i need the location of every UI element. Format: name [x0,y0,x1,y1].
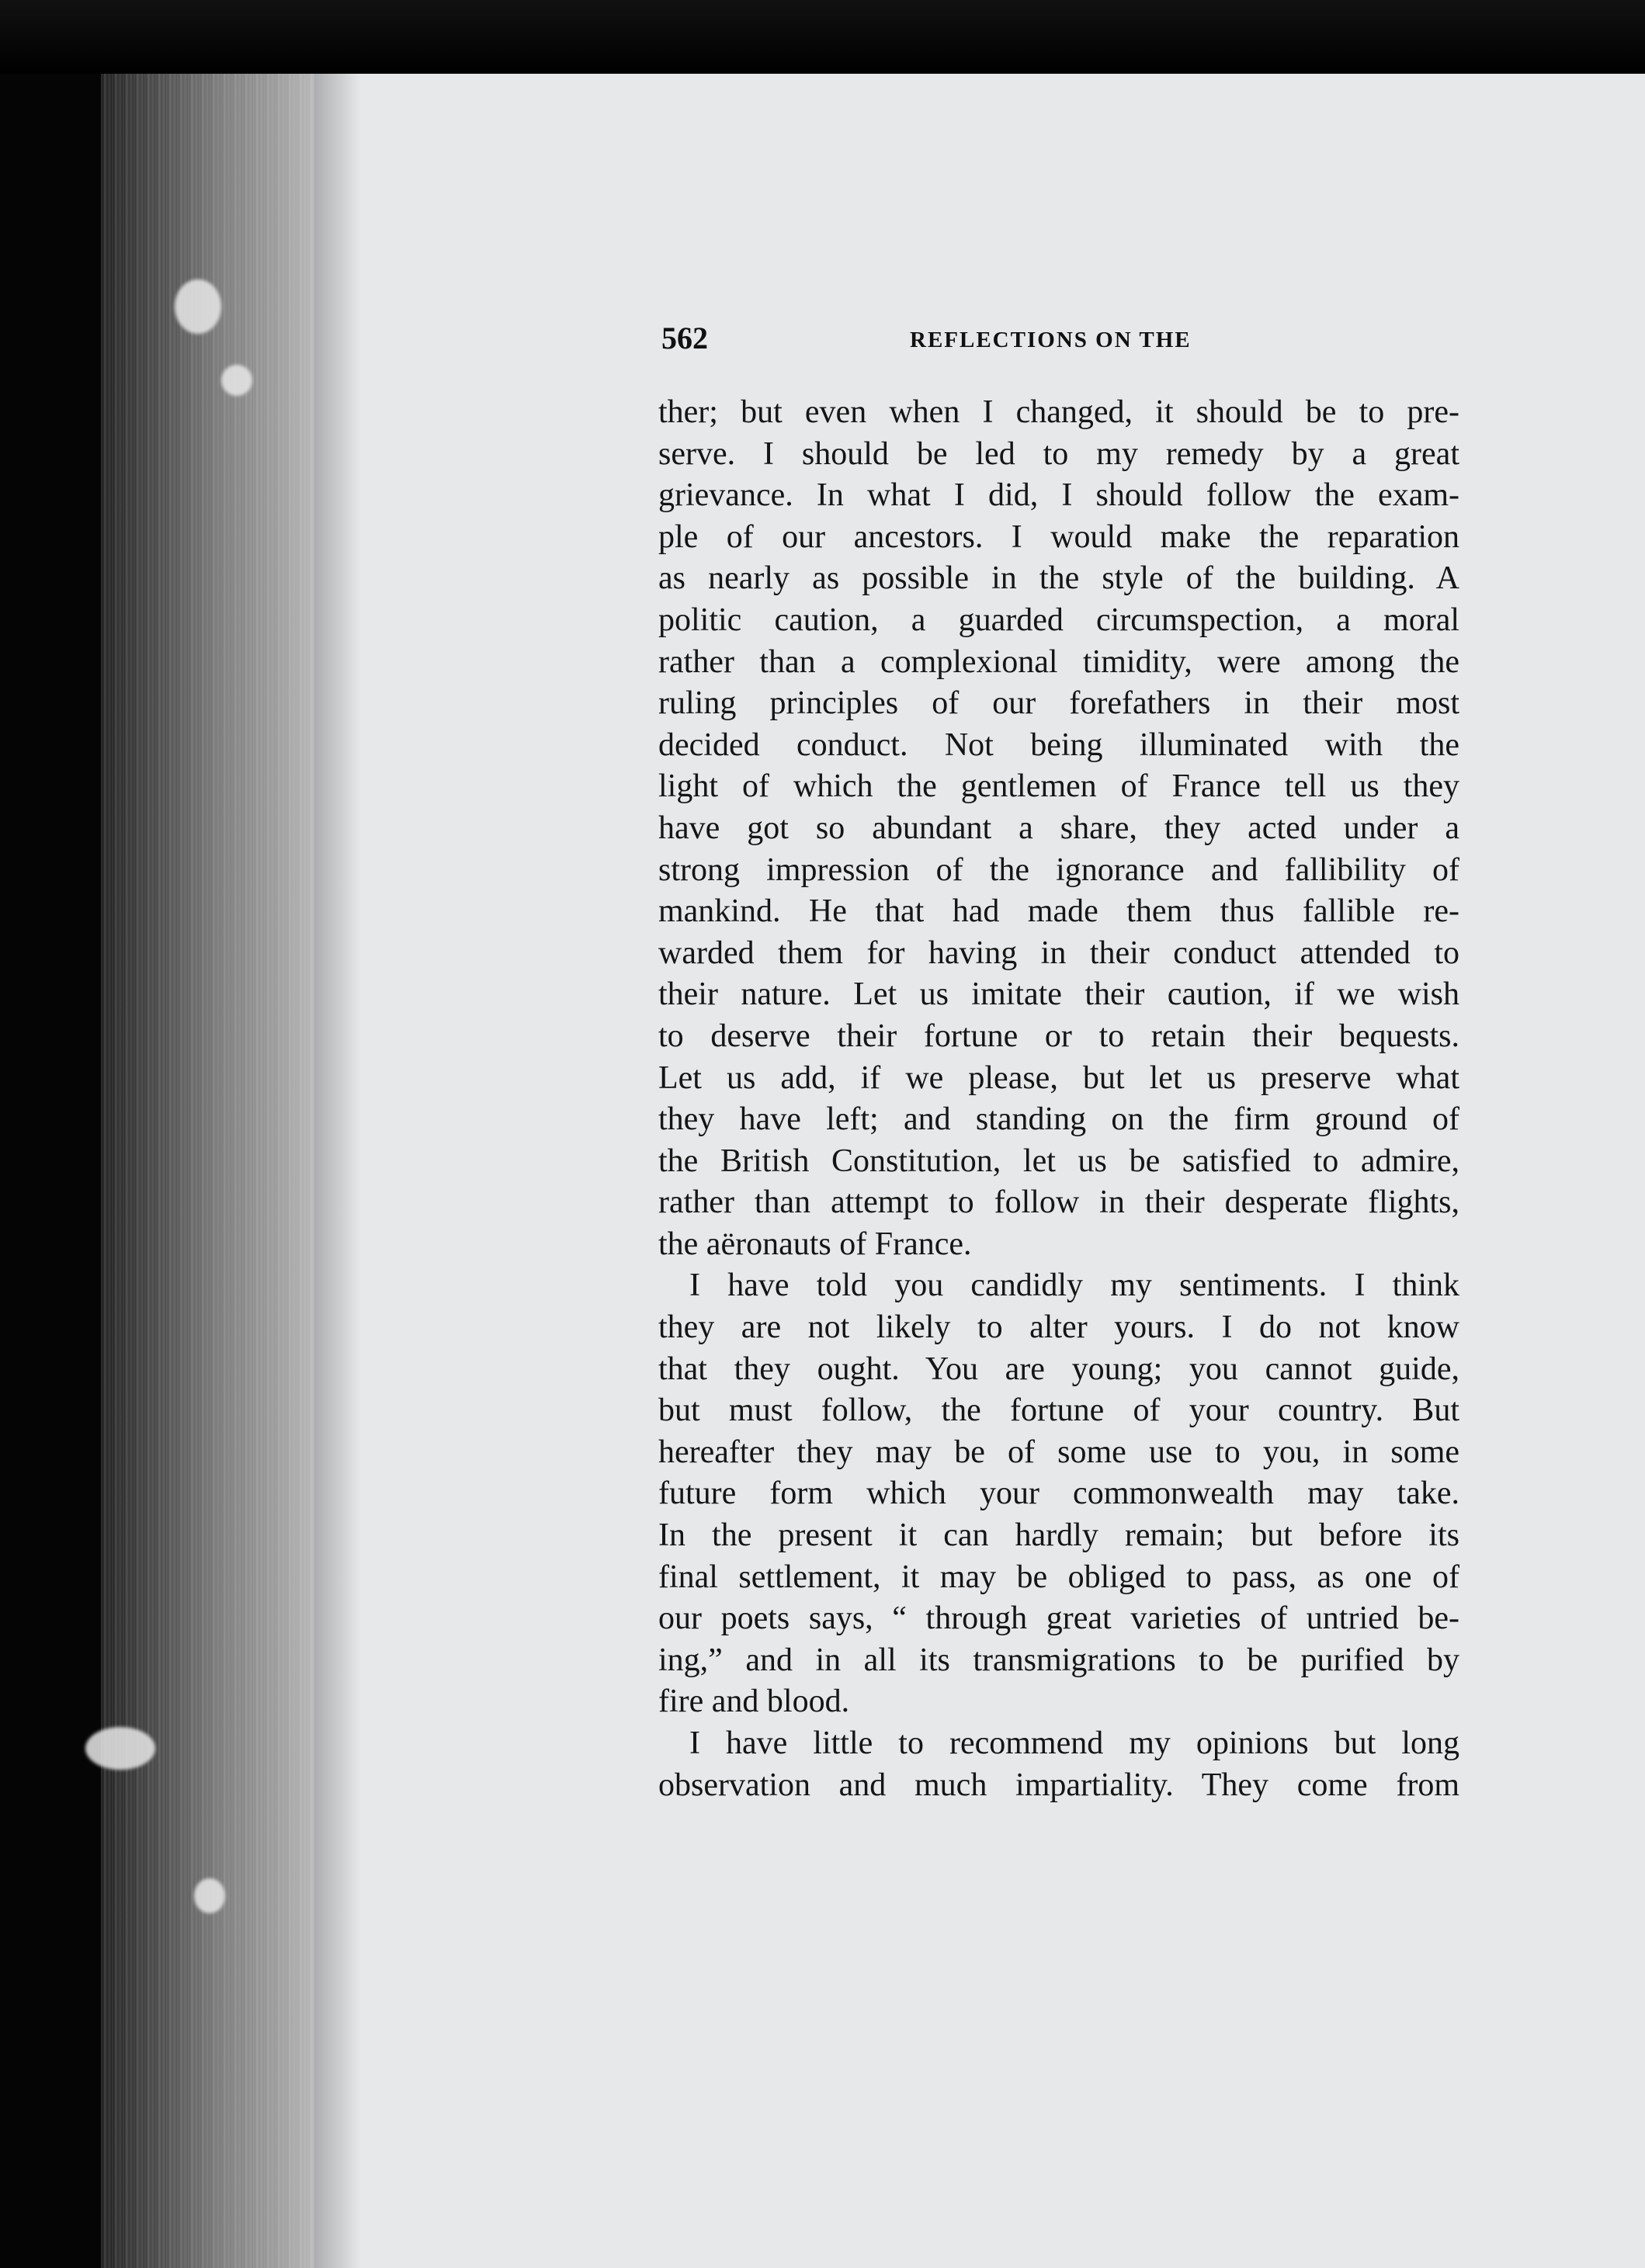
text-line: that they ought. You are young; you cannot guide, [658,1351,1459,1387]
text-line: observation and much impartiality. They come from [658,1767,1459,1803]
text-line: ruling principles of our forefathers in their most [658,685,1459,722]
scan-top-border [0,0,1645,74]
spine-fleck [221,365,252,396]
text-line: our poets says, “ through great varieties of untried be- [658,1600,1459,1637]
text-line: they have left; and standing on the firm ground of [658,1101,1459,1138]
text-line: decided conduct. Not being illuminated with the [658,727,1459,763]
running-head: REFLECTIONS ON THE [910,328,1192,352]
text-line: politic caution, a guarded circumspection, a moral [658,602,1459,638]
text-line: as nearly as possible in the style of the building. A [658,560,1459,597]
text-line: light of which the gentlemen of France tell us they [658,768,1459,805]
text-line: warded them for having in their conduct attended to [658,935,1459,971]
text-line: the British Constitution, let us be satisfied to admire, [658,1143,1459,1179]
text-line: fire and blood. [658,1684,850,1720]
spine-fleck [175,279,221,334]
text-line: Let us add, if we please, but let us preserve what [658,1059,1459,1096]
paragraph [658,1723,1459,1806]
page-number: 562 [661,321,708,355]
text-line: but must follow, the fortune of your country. But [658,1392,1459,1429]
text-line: serve. I should be led to my remedy by a great [658,435,1459,472]
text-line: I have told you candidly my sentiments. I think [689,1268,1459,1304]
text-line: their nature. Let us imitate their caution, if we wish [658,976,1459,1013]
text-line: to deserve their fortune or to retain their bequests. [658,1018,1459,1054]
text-line: ing,” and in all its transmigrations to be purified by [658,1642,1459,1678]
text-line: rather than attempt to follow in their desperate flights, [658,1184,1459,1221]
text-line: strong impression of the ignorance and fallibility of [658,851,1459,888]
text-line: rather than a complexional timidity, were among the [658,643,1459,680]
text-line: ther; but even when I changed, it should be to pre- [658,394,1459,430]
text-line: final settlement, it may be obliged to pass, as one of [658,1559,1459,1595]
text-line: mankind. He that had made them thus fallible re- [658,893,1459,930]
paragraph [658,1265,1459,1723]
text-line: have got so abundant a share, they acted under a [658,810,1459,846]
body-text [658,392,1459,1806]
text-line: hereafter they may be of some use to you, in some [658,1434,1459,1470]
paragraph [658,392,1459,1265]
text-line: the aëronauts of France. [658,1226,972,1262]
text-line: they are not likely to alter yours. I do not know [658,1309,1459,1346]
text-line: I have little to recommend my opinions but long [689,1725,1459,1761]
book-spine [101,74,322,2268]
page-header [661,320,1461,366]
text-line: ple of our ancestors. I would make the reparation [658,518,1459,555]
text-line: future form which your commonwealth may take. [658,1476,1459,1512]
page-gutter-shadow [314,74,361,2268]
spine-fleck [194,1878,225,1913]
text-line: In the present it can hardly remain; but before its [658,1517,1459,1554]
text-line: grievance. In what I did, I should follow the exam- [658,477,1459,514]
spine-fleck [85,1727,155,1770]
